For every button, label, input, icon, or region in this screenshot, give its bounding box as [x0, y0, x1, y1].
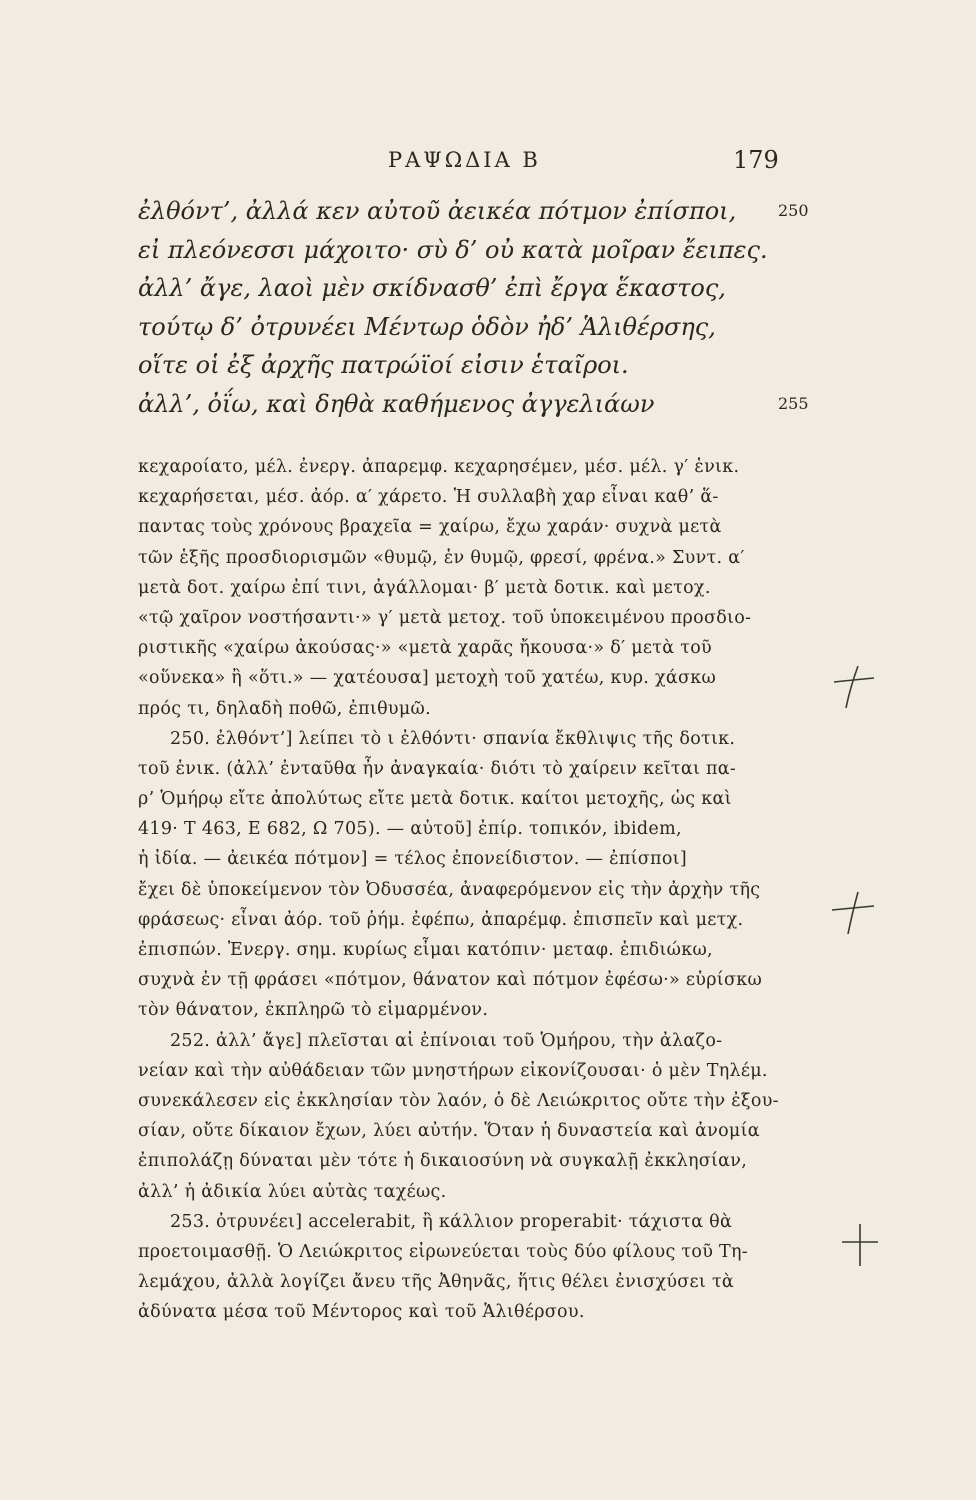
commentary-line: συνεκάλεσεν εἰς ἐκκλησίαν τὸν λαόν, ὁ δὲ Λειώκριτος οὔτε τὴν ἐξου-	[138, 1090, 779, 1111]
verse-number: 250	[778, 201, 809, 220]
commentary-line: ἐπιπολάζῃ δύναται μὲν τότε ἡ δικαιοσύνη νὰ συγκαλῇ ἐκκλησίαν,	[138, 1151, 748, 1172]
commentary-line: ἡ ἰδία. — ἀεικέα πότμον] = τέλος ἐπονείδιστον. — ἐπίσποι]	[138, 849, 687, 870]
commentary-line: τὸν θάνατον, ἐκπληρῶ τὸ εἱμαρμένον.	[138, 1000, 489, 1021]
commentary-line: 419· Τ 463, Ε 682, Ω 705). — αὐτοῦ] ἐπίρ. τοπικόν, ibidem,	[138, 819, 682, 840]
margin-cross-mark	[828, 662, 878, 712]
commentary-line: πρός τι, δηλαδὴ ποθῶ, ἐπιθυμῶ.	[138, 698, 431, 719]
commentary-line: ἀδύνατα μέσα τοῦ Μέντορος καὶ τοῦ Ἁλιθέρσου.	[138, 1302, 585, 1323]
commentary-line: «οὕνεκα» ἢ «ὅτι.» — χατέουσα] μετοχὴ τοῦ χατέω, κυρ. χάσκω	[138, 668, 717, 689]
verse-line	[138, 385, 838, 424]
verse-text: οἵτε οἱ ἐξ ἀρχῆς πατρώϊοί εἰσιν ἑταῖροι.	[138, 351, 629, 379]
commentary-line: ριστικῆς «χαίρω ἀκούσας·» «μετὰ χαρᾶς ἤκουσα·» δ′ μετὰ τοῦ	[138, 638, 712, 659]
verse-line	[138, 192, 838, 231]
commentary-line: παντας τοὺς χρόνους βραχεῖα = χαίρω, ἔχω χαράν· συχνὰ μετὰ	[138, 517, 722, 538]
commentary-line: 253. ὀτρυνέει] accelerabit, ἢ κάλλιον properabit· τάχιστα θὰ	[170, 1211, 733, 1232]
verse-number: 255	[778, 393, 809, 413]
commentary-line: 252. ἀλλ’ ἄγε] πλεῖσται αἱ ἐπίνοιαι τοῦ Ὁμήρου, τὴν ἀλαζο-	[170, 1030, 723, 1051]
commentary-line: κεχαρήσεται, μέσ. ἀόρ. α′ χάρετο. Ἡ συλλαβὴ χαρ εἶναι καθ’ ἅ-	[138, 487, 719, 508]
commentary-line: ἀλλ’ ἡ ἀδικία λύει αὐτὰς ταχέως.	[138, 1181, 447, 1202]
verse-text: τούτῳ δ’ ὀτρυνέει Μέντωρ ὁδὸν ἠδ’ Ἁλιθέρσης,	[138, 312, 716, 341]
margin-cross-mark	[828, 888, 878, 938]
page-number: 179	[733, 146, 779, 174]
commentary-line: ἔχει δὲ ὑποκείμενον τὸν Ὀδυσσέα, ἀναφερόμενον εἰς τὴν ἀρχὴν τῆς	[138, 879, 761, 900]
commentary-line: σίαν, οὔτε δίκαιον ἔχων, λύει αὐτήν. Ὅταν ἡ δυναστεία καὶ ἀνομία	[138, 1121, 760, 1142]
commentary-line: κεχαροίατο, μέλ. ἐνεργ. ἀπαρεμφ. κεχαρησέμεν, μέσ. μέλ. γ′ ἑνικ.	[138, 457, 740, 477]
verse-line	[138, 269, 838, 308]
commentary-block	[138, 452, 788, 1327]
verse-text: ἀλλ’, ὀΐω, καὶ δηθὰ καθήμενος ἀγγελιάων	[138, 389, 655, 418]
commentary-line: συχνὰ ἐν τῇ φράσει «πότμον, θάνατον καὶ πότμον ἐφέσω·» εὑρίσκω	[138, 970, 763, 991]
page-header	[0, 146, 976, 182]
verse-text: εἰ πλεόνεσσι μάχοιτο· σὺ δ’ οὐ κατὰ μοῖραν ἔειπες.	[138, 235, 768, 264]
verse-line	[138, 308, 838, 347]
verse-text: ἀλλ’ ἄγε, λαοὶ μὲν σκίδνασθ’ ἐπὶ ἔργα ἕκαστος,	[138, 274, 726, 302]
commentary-line: ἐπισπών. Ἐνεργ. σημ. κυρίως εἶμαι κατόπιν· μεταφ. ἐπιδιώκω,	[138, 940, 713, 960]
verse-block	[138, 192, 838, 423]
commentary-line: τοῦ ἑνικ. (ἀλλ’ ἐνταῦθα ἦν ἀναγκαία· διότι τὸ χαίρειν κεῖται πα-	[138, 758, 737, 779]
verse-text: ἐλθόντ’, ἀλλά κεν αὐτοῦ ἀεικέα πότμον ἐπίσποι,	[138, 197, 737, 225]
commentary-line: μετὰ δοτ. χαίρω ἐπί τινι, ἀγάλλομαι· β′ μετὰ δοτικ. καὶ μετοχ.	[138, 577, 711, 598]
commentary-line: «τῷ χαῖρον νοστήσαντι·» γ′ μετὰ μετοχ. τοῦ ὑποκειμένου προσδιο-	[138, 607, 752, 628]
running-title: ΡΑΨΩΔΙΑ Β	[388, 148, 541, 172]
commentary-line: φράσεως· εἶναι ἀόρ. τοῦ ῥήμ. ἐφέπω, ἀπαρέμφ. ἐπισπεῖν καὶ μετχ.	[138, 909, 744, 930]
verse-line	[138, 231, 838, 270]
commentary-line: προετοιμασθῇ. Ὁ Λειώκριτος εἰρωνεύεται τοὺς δύο φίλους τοῦ Τη-	[138, 1241, 749, 1262]
commentary-line: νείαν καὶ τὴν αὐθάδειαν τῶν μνηστήρων εἰκονίζουσαι· ὁ μὲν Τηλέμ.	[138, 1060, 768, 1081]
margin-cross-mark	[838, 1220, 882, 1270]
verse-line	[138, 346, 838, 385]
commentary-line: λεμάχου, ἀλλὰ λογίζει ἄνευ τῆς Ἀθηνᾶς, ἥτις θέλει ἐνισχύσει τὰ	[138, 1272, 735, 1293]
commentary-line: ρ’ Ὁμήρῳ εἴτε ἀπολύτως εἴτε μετὰ δοτικ. καίτοι μετοχῆς, ὡς καὶ	[138, 789, 732, 810]
commentary-line: τῶν ἑξῆς προσδιορισμῶν «θυμῷ, ἐν θυμῷ, φρεσί, φρένα.» Συντ. α′	[138, 547, 745, 568]
commentary-line: 250. ἐλθόντ’] λείπει τὸ ι ἐλθόντι· σπανία ἔκθλιψις τῆς δοτικ.	[170, 728, 736, 749]
